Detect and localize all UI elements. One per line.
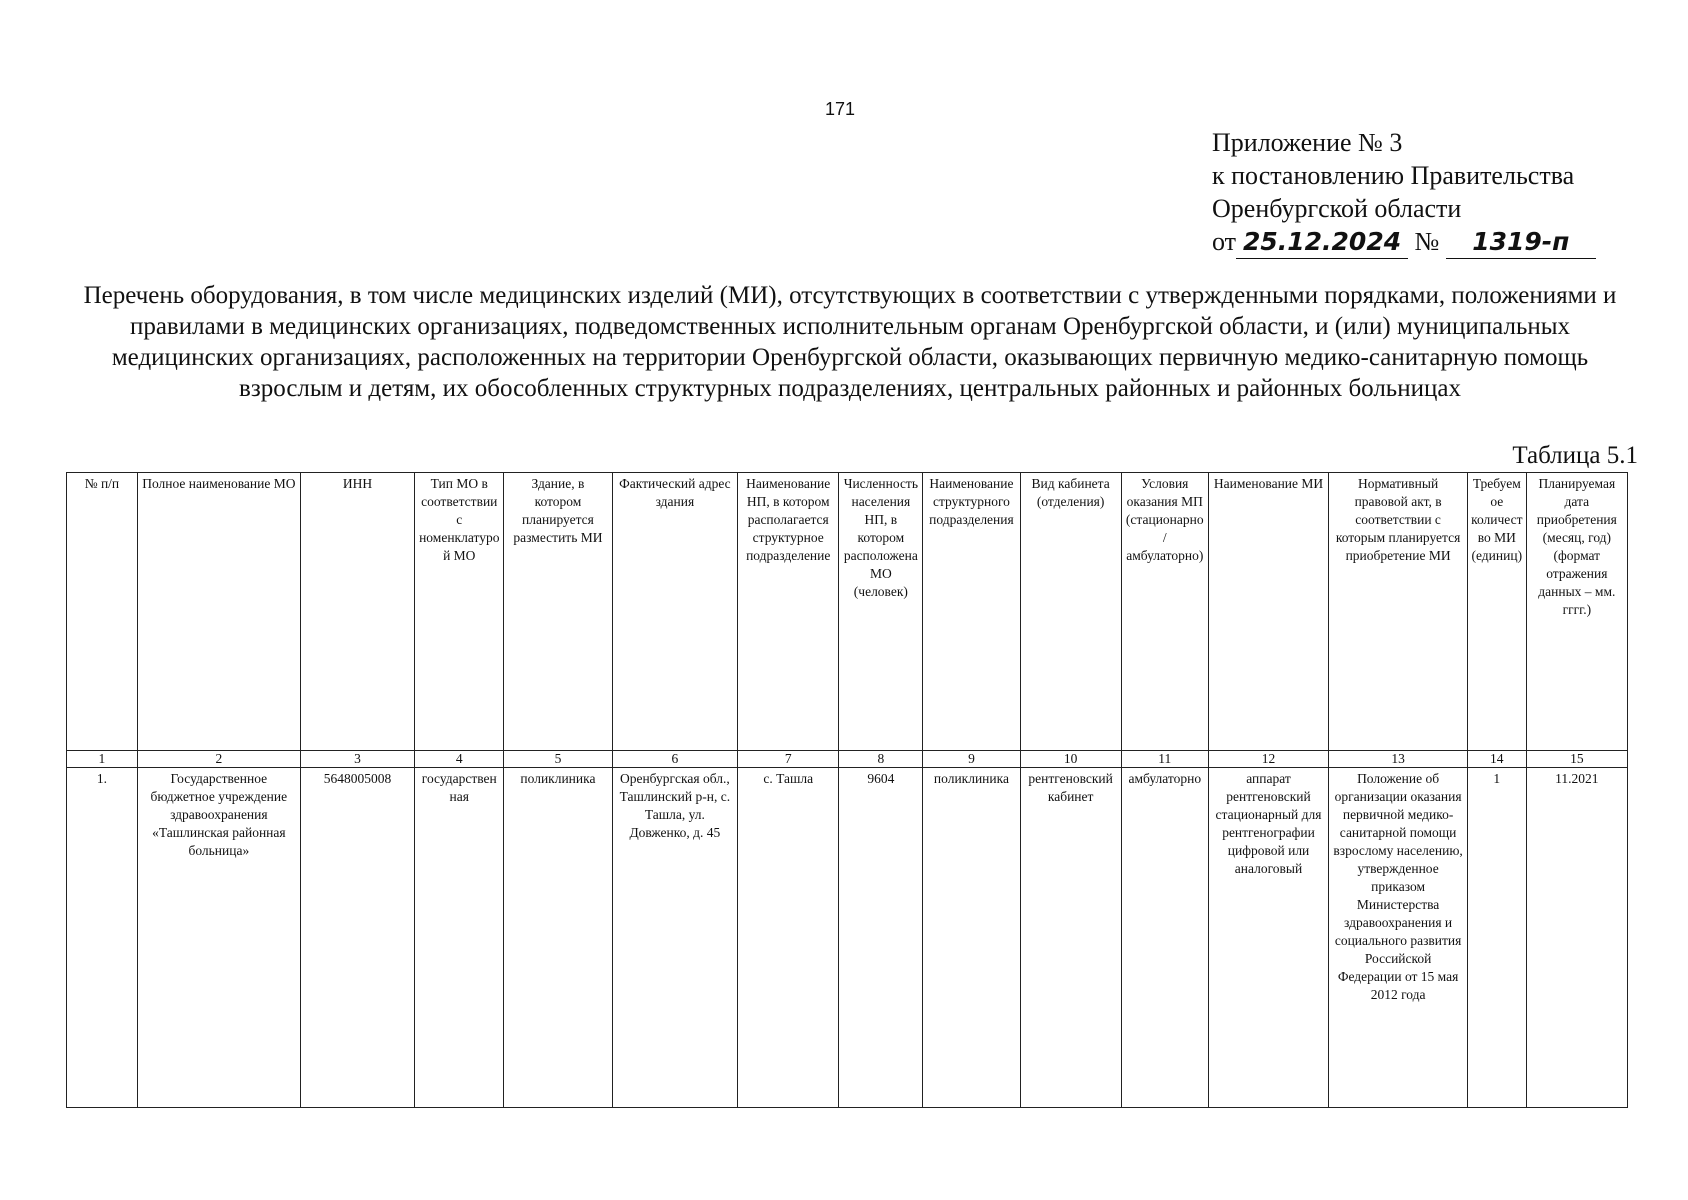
cell-subdivision: поликлиника [923,768,1020,1108]
cell-quantity: 1 [1467,768,1526,1108]
cell-room-type: рентгеновский кабинет [1020,768,1121,1108]
header-cell: Фактический адрес здания [612,473,738,751]
document-title: Перечень оборудования, в том числе медицинских изделий (МИ), отсутствующих в соответствии с утвержденными порядками, положениями и правилами в медицинских организациях, подведомственных исполнительным органам Оренбургской области, и (или) муниципальных медицинских организациях, расположенных на территории Оренбургской области, оказывающих первичную медико-санитарную помощь взрослым и детям, их обособленных структурных подразделениях, центральных районных и районных больницах [83,282,1617,402]
cell-organization-name: Государственное бюджетное учреждение здравоохранения «Ташлинская районная больница» [137,768,300,1108]
header-cell: Наименование МИ [1208,473,1328,751]
date-prefix: от [1212,227,1237,256]
table-row [67,768,1628,1108]
appendix-line-2: к постановлению Правительства [1212,161,1575,190]
header-cell: Полное наименование МО [137,473,300,751]
column-number: 3 [300,751,414,768]
cell-address: Оренбургская обл., Ташлинский р-н, с. Ташла, ул. Довженко, д. 45 [612,768,738,1108]
header-cell: ИНН [300,473,414,751]
column-number: 2 [137,751,300,768]
cell-legal-act: Положение об организации оказания первичной медико-санитарной помощи взрослому населению, утвержденное приказом Министерства здравоохранения и социального развития Российской Федерации от 15 мая 2012 года [1329,768,1468,1108]
cell-building: поликлиника [504,768,612,1108]
cell-purchase-date: 11.2021 [1526,768,1627,1108]
page-number: 171 [824,99,856,119]
column-number: 13 [1329,751,1468,768]
header-cell: Планируемая дата приобретения (месяц, год) (формат отражения данных – мм. гггг.) [1526,473,1627,751]
header-cell: Тип МО в соответствии с номенклатурой МО [415,473,504,751]
header-cell: Вид кабинета (отделения) [1020,473,1121,751]
column-number: 9 [923,751,1020,768]
column-number: 15 [1526,751,1627,768]
header-cell: Нормативный правовой акт, в соответствии с которым планируется приобретение МИ [1329,473,1468,751]
column-number: 8 [839,751,923,768]
header-cell: Здание, в котором планируется разместить МИ [504,473,612,751]
cell-row-number: 1. [67,768,138,1108]
appendix-line-3: Оренбургской области [1212,194,1462,223]
header-cell: Условия оказания МП (стационарно/амбулаторно) [1121,473,1208,751]
handwritten-number: 1319-п [1446,225,1596,259]
table-header-row [67,473,1628,751]
column-number: 4 [415,751,504,768]
column-number: 1 [67,751,138,768]
table-caption: Таблица 5.1 [1512,442,1638,469]
cell-device-name: аппарат рентгеновский стационарный для рентгенографии цифровой или аналоговый [1208,768,1328,1108]
column-number: 5 [504,751,612,768]
column-number: 10 [1020,751,1121,768]
cell-population: 9604 [839,768,923,1108]
cell-inn: 5648005008 [300,768,414,1108]
column-number: 7 [738,751,839,768]
appendix-date-number [1212,225,1672,259]
header-cell: Наименование структурного подразделения [923,473,1020,751]
handwritten-date: 25.12.2024 [1236,225,1408,259]
column-number: 11 [1121,751,1208,768]
column-number-row [67,751,1628,768]
header-cell: Численность населения НП, в котором расположена МО (человек) [839,473,923,751]
column-number: 6 [612,751,738,768]
equipment-table [66,472,1628,1108]
cell-mo-type: государственная [415,768,504,1108]
header-cell: № п/п [67,473,138,751]
number-prefix: № [1414,227,1440,256]
cell-care-conditions: амбулаторно [1121,768,1208,1108]
appendix-line-1: Приложение № 3 [1212,128,1403,157]
column-number: 12 [1208,751,1328,768]
appendix-block [1212,126,1672,259]
header-cell: Требуемое количество МИ (единиц) [1467,473,1526,751]
header-cell: Наименование НП, в котором располагается структурное подразделение [738,473,839,751]
column-number: 14 [1467,751,1526,768]
cell-settlement: с. Ташла [738,768,839,1108]
